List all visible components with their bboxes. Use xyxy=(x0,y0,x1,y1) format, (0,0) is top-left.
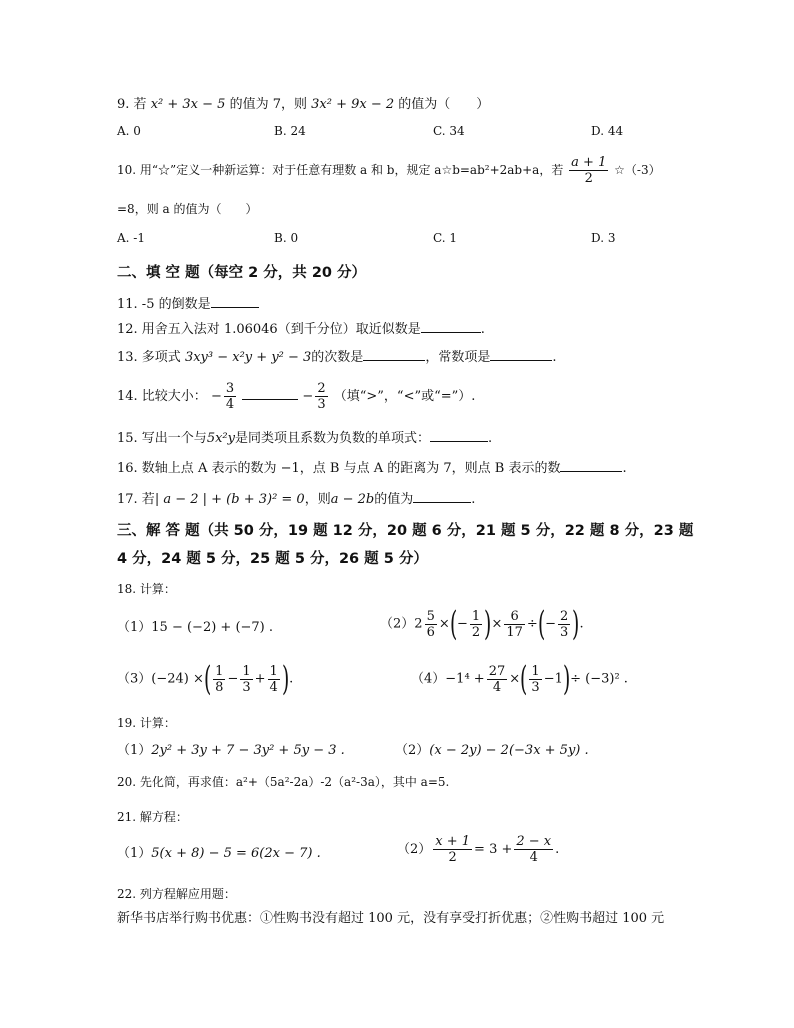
q21-part-2 xyxy=(397,834,559,865)
q9-option-d: D. 44 xyxy=(591,124,624,138)
q18-part-3-frac-a xyxy=(213,664,225,695)
q18-part-2-frac-d-num: 2 xyxy=(560,608,569,624)
q18-part-4-label: （4） xyxy=(411,671,446,687)
q18-part-2-whole: 2 xyxy=(414,616,423,632)
q18-part-3-frac-c-num: 1 xyxy=(269,663,278,679)
q9-options xyxy=(117,124,717,138)
q18-part-2-frac-b-den: 2 xyxy=(471,624,481,640)
q18-part-2-frac-d-den: 3 xyxy=(560,624,569,640)
q18-part-3-frac-a-den: 8 xyxy=(215,679,224,695)
q18-part-4-frac-a-num: 27 xyxy=(488,663,506,679)
q12-answer-blank[interactable] xyxy=(421,319,481,333)
q9-option-b: B. 24 xyxy=(274,124,306,138)
question-13 xyxy=(117,347,734,367)
q22-text: 新华书店举行购书优惠：①性购书没有超过 100 元，没有享受打折优惠；②性购书超过 100 元 xyxy=(117,911,665,926)
question-11 xyxy=(117,294,734,314)
q18-part-3-frac-c-den: 4 xyxy=(269,679,278,695)
q10-option-b: B. 0 xyxy=(274,231,299,245)
q9-option-a: A. 0 xyxy=(117,124,141,138)
q18-part-2-frac-d xyxy=(558,609,570,640)
q9-number: 9. xyxy=(117,97,130,112)
q21-part-2-frac-b-den: 4 xyxy=(529,850,538,865)
question-10 xyxy=(117,155,734,186)
section-3-heading-line-2: 4 分，24 题 5 分，25 题 5 分，26 题 5 分） xyxy=(117,551,428,567)
q21-part-2-label: （2） xyxy=(397,842,432,857)
q9-post: 的值为（ ） xyxy=(398,97,490,112)
q11-answer-blank[interactable] xyxy=(211,294,259,308)
q21-part-2-frac-a-num: x + 1 xyxy=(435,834,471,849)
q15-end: . xyxy=(488,431,493,446)
q19-part-1 xyxy=(117,742,345,760)
q10-option-d: D. 3 xyxy=(591,231,616,245)
q13-constant-blank[interactable] xyxy=(490,347,552,361)
q21-part-2-mid: = 3 + xyxy=(474,842,513,857)
q16-end: . xyxy=(622,461,627,476)
q17-mid: ，则 xyxy=(304,492,331,507)
q18-part-4: （4）−1⁴ + $\frac{27}{4}$ ×( $\frac{1}{3}$ −1)÷ (−3)² . xyxy=(411,659,628,699)
q14-fraction-1-denominator: 4 xyxy=(225,397,235,412)
q19-part-1-expression: 2y² + 3y + 7 − 3y² + 5y − 3 . xyxy=(151,743,345,758)
q18-part-2-label: （2） xyxy=(380,616,415,632)
q18-part-4-frac-a-den: 4 xyxy=(492,679,502,695)
q9-mid: 的值为 7，则 xyxy=(229,97,307,112)
q19-part-2-expression: (x − 2y) − 2(−3x + 5y) . xyxy=(429,743,589,758)
question-20: 20. 先化简，再求值：a²+（5a²-2a）-2（a²-3a），其中 a=5. xyxy=(117,775,450,789)
q14-post: （填“>”，“<”或“=”）. xyxy=(333,389,476,404)
q10-text-1: 用“☆”定义一种新运算：对于任意有理数 a 和 b，规定 a☆b=ab²+2ab+a，若 xyxy=(139,163,564,177)
q10-number: 10. xyxy=(117,163,137,177)
q18-part-4-post: ÷ (−3)² . xyxy=(570,671,628,687)
q13-degree-blank[interactable] xyxy=(363,347,425,361)
q21-part-2-frac-b xyxy=(514,834,553,865)
q18-part-1-label: （1） xyxy=(117,620,152,635)
q9-pre: 若 xyxy=(133,97,147,112)
q14-fraction-2 xyxy=(315,381,327,412)
q18-part-4-frac-b-den: 3 xyxy=(531,679,540,695)
q18-part-1 xyxy=(117,619,357,637)
q18-part-2-frac-b xyxy=(470,609,482,640)
q15-post: 是同类项且系数为负数的单项式： xyxy=(234,431,430,446)
q18-part-1-expression: 15 − (−2) + (−7) . xyxy=(151,620,274,635)
q19-title: 19. 计算： xyxy=(117,716,176,730)
q18-part-3-frac-c xyxy=(268,664,280,695)
q21-part-2-frac-b-num: 2 − x xyxy=(516,834,552,849)
q17-end: . xyxy=(471,492,476,507)
q10-options xyxy=(117,231,717,245)
q21-part-2-frac-a xyxy=(433,834,472,865)
q18-part-4-pre: −1⁴ + xyxy=(445,671,485,687)
q18-part-3-frac-a-num: 1 xyxy=(215,663,224,679)
q18-part-2-frac-c-den: 17 xyxy=(506,624,523,640)
question-9 xyxy=(117,96,734,114)
q18-part-3-label: （3） xyxy=(117,671,152,687)
q10-option-c: C. 1 xyxy=(433,231,458,245)
q9-expression-1: x² + 3x − 5 xyxy=(150,97,226,112)
q18-part-2-frac-c xyxy=(504,609,525,640)
q10-fraction-numerator: a + 1 xyxy=(571,155,607,170)
q13-mid-2: ，常数项是 xyxy=(425,350,491,365)
q18-part-3-frac-b-den: 3 xyxy=(242,679,251,695)
q16-text: 16. 数轴上点 A 表示的数为 −1，点 B 与点 A 的距离为 7，则点 B 表示的数 xyxy=(117,461,561,476)
q18-part-2: （2）2 $\frac{5}{6}$ ×(− $\frac{1}{2}$ )× $\frac{6}{17}$ ÷(− $\frac{2}{3}$ ). xyxy=(380,604,584,644)
question-17 xyxy=(117,489,734,509)
q19-part-2 xyxy=(395,742,589,760)
question-12 xyxy=(117,319,734,339)
q18-part-4-frac-b xyxy=(529,664,541,695)
q18-part-2-frac-a-num: 5 xyxy=(426,608,435,624)
q10-option-a: A. -1 xyxy=(117,231,145,245)
q12-text: 12. 用舍五入法对 1.06046（到千分位）取近似数是 xyxy=(117,322,421,337)
question-16 xyxy=(117,458,734,478)
q17-expression-2: a − 2b xyxy=(330,492,375,507)
q17-answer-blank[interactable] xyxy=(413,489,471,503)
question-15 xyxy=(117,428,734,448)
section-3-heading-line-1: 三、解 答 题（共 50 分，19 题 12 分，20 题 6 分，21 题 5 分，22 题 8 分，23 题 xyxy=(117,523,694,539)
q18-part-2-frac-a xyxy=(425,609,437,640)
q18-part-3-frac-b-num: 1 xyxy=(242,663,251,679)
q17-post: 的值为 xyxy=(374,492,414,507)
q12-end: . xyxy=(480,322,485,337)
q15-expression: 5x²y xyxy=(206,431,235,446)
q14-answer-blank[interactable] xyxy=(242,386,298,400)
q17-expression: | a − 2 | + (b + 3)² = 0 xyxy=(154,492,305,507)
q21-part-1-label: （1） xyxy=(117,846,152,861)
q14-pre: 14. 比较大小： xyxy=(117,389,207,404)
question-14 xyxy=(117,381,734,412)
q21-part-1 xyxy=(117,845,321,863)
q15-pre: 15. 写出一个与 xyxy=(117,431,207,446)
q13-end: . xyxy=(552,350,557,365)
q9-option-c: C. 34 xyxy=(433,124,465,138)
q18-part-3-frac-b xyxy=(240,664,252,695)
q18-part-4-frac-b-num: 1 xyxy=(531,663,540,679)
q16-answer-blank[interactable] xyxy=(560,458,622,472)
q14-minus-1: − xyxy=(210,389,222,404)
q21-title: 21. 解方程： xyxy=(117,810,188,824)
q14-minus-2: − xyxy=(302,389,314,404)
q14-fraction-1-numerator: 3 xyxy=(225,381,235,396)
q19-part-2-label: （2） xyxy=(395,743,430,758)
q14-fraction-2-numerator: 2 xyxy=(317,381,326,396)
q17-pre: 17. 若 xyxy=(117,492,155,507)
q10-fraction xyxy=(569,155,608,186)
q18-part-2-frac-a-den: 6 xyxy=(426,624,435,640)
q10-fraction-denominator: 2 xyxy=(584,171,593,186)
q13-pre: 13. 多项式 xyxy=(117,350,181,365)
q18-part-2-frac-b-num: 1 xyxy=(471,608,481,624)
q22-title: 22. 列方程解应用题： xyxy=(117,887,236,901)
q15-answer-blank[interactable] xyxy=(430,428,488,442)
q14-fraction-1 xyxy=(224,381,236,412)
q10-line-2: =8，则 a 的值为（ ） xyxy=(117,202,258,216)
q21-part-2-frac-a-den: 2 xyxy=(448,850,457,865)
q13-mid: 的次数是 xyxy=(311,350,364,365)
q21-part-1-expression: 5(x + 8) − 5 = 6(2x − 7) . xyxy=(151,846,321,861)
q18-part-3: （3）(−24) ×( $\frac{1}{8}$ − $\frac{1}{3}$ + $\frac{1}{4}$ ). xyxy=(117,659,294,699)
q11-text: 11. -5 的倒数是 xyxy=(117,297,211,312)
q9-expression-2: 3x² + 9x − 2 xyxy=(311,97,395,112)
q21-part-2-end: . xyxy=(555,842,560,857)
q18-part-2-frac-c-num: 6 xyxy=(504,609,525,625)
q18-part-4-frac-a xyxy=(487,664,508,695)
q10-text-2: ☆（-3） xyxy=(614,163,661,177)
q18-title: 18. 计算： xyxy=(117,582,176,596)
q19-part-1-label: （1） xyxy=(117,743,152,758)
section-2-heading: 二、填 空 题（每空 2 分，共 20 分） xyxy=(117,265,367,281)
q14-fraction-2-denominator: 3 xyxy=(317,397,326,412)
q13-expression: 3xy³ − x²y + y² − 3 xyxy=(184,350,312,365)
q18-part-3-pre: (−24) × xyxy=(151,671,204,687)
